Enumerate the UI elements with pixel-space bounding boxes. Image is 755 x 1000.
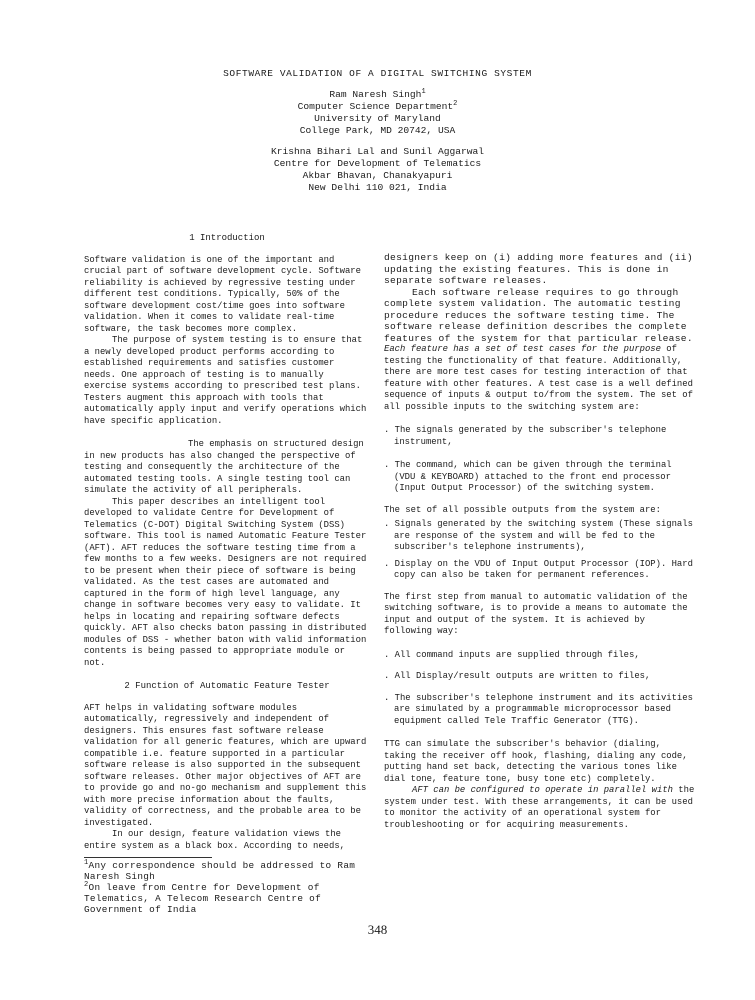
step-list-item: . All Display/result outputs are written to files,	[384, 671, 651, 681]
output-list-item: . Signals generated by the switching system (These signals are response of the system and will be fed to the subscriber's telephone instruments),	[384, 519, 693, 552]
author-university: University of Maryland	[314, 113, 441, 124]
paragraph: AFT helps in validating software modules automatically, regressively and independent of designers. This ensures fast software release validation for all generic features, which are upward compatible i.e. feature supported in a particular software release is also supported in the subsequent software releases. Other major objectives of AFT are to provide go and no-go mechanism and supplement this with more precise information about the faults, validity of correctness, and the probable area to be investigated.	[84, 702, 367, 828]
right-column	[384, 252, 696, 831]
page-number: 348	[367, 922, 388, 937]
paper-title: SOFTWARE VALIDATION OF A DIGITAL SWITCHING SYSTEM	[223, 68, 532, 79]
author-address-line-2: New Delhi 110 021, India	[308, 182, 447, 193]
step-list-item: . All command inputs are supplied through files,	[384, 649, 640, 660]
paragraph: Each software release requires to go through complete system validation. The automatic testing procedure reduces the software testing time. The software release definition describes the complete features of the system for that particular release.	[384, 286, 693, 344]
paragraph: The purpose of system testing is to ensure that a newly developed product performs according to established requirements and satisfies customer needs. One approach of testing is to manually exercise systems according to prescribed test plans. Testers augment this approach with tools that automatically apply input and verify operations which have specific application.	[84, 335, 367, 426]
section-heading-introduction: 1 Introduction	[189, 233, 265, 243]
footnote-divider	[84, 857, 212, 858]
author-address-line-1: Akbar Bhavan, Chanakyapuri	[302, 170, 453, 181]
author-department: Computer Science Department	[297, 101, 454, 112]
step-list-item: . The subscriber's telephone instrument and its activities are simulated by a programmable microprocessor based equipment called Tele Traffic Generator (TTG).	[384, 692, 693, 726]
author-address: College Park, MD 20742, USA	[299, 125, 456, 136]
left-column	[84, 233, 370, 915]
footnote-2: $^2$On leave from Centre for Development of Telematics, A Telecom Research Centre of Government of India	[84, 881, 322, 915]
author-block-2	[0, 146, 755, 194]
author-name: Ram Naresh Singh	[329, 89, 422, 100]
paragraph: The emphasis on structured design in new products has also changed the perspective of testing and consequently the architecture of the automated testing tools. A single testing tool can simulate the activity of all peripherals.	[84, 439, 364, 495]
paragraph: designers keep on (i) adding more features and (ii) updating the existing features. This is done in separate software releases.	[384, 252, 693, 286]
input-list-item: . The command, which can be given through the terminal (VDU & KEYBOARD) attached to the front end processor (Input Output Processor) of the switching system.	[384, 460, 672, 493]
paragraph: TTG can simulate the subscriber's behavior (dialing, taking the receiver off hook, flashing, dialing any code, putting hand set back, detecting the various tones like dial tone, feature tone, busy tone etc) completely.	[384, 739, 688, 784]
footnote-mark: 2	[453, 100, 458, 108]
paragraph: In our design, feature validation views the entire system as a black box. According to needs,	[84, 829, 345, 851]
output-list-item: . Display on the VDU of Input Output Processor (IOP). Hard copy can also be taken for permanent references.	[384, 558, 693, 580]
author-names: Krishna Bihari Lal and Sunil Aggarwal	[270, 146, 485, 157]
paragraph: The set of all possible outputs from the system are:	[384, 504, 661, 515]
paragraph: Each feature has a set of test cases for the purpose of testing the functionality of that feature. Additionally, there are more test cases for testing interaction of that feature with other features. A test case is a well defined sequence of inputs & output to/from the system. The set of all possible inputs to the switching system are:	[384, 344, 693, 412]
author-organization: Centre for Development of Telematics	[273, 158, 482, 169]
input-list-item: . The signals generated by the subscriber's telephone instrument,	[384, 425, 667, 447]
paragraph: This paper describes an intelligent tool developed to validate Centre for Development of Telematics (C-DOT) Digital Switching System (DSS) software. This tool is named Automatic Feature Tester (AFT). AFT reduces the software testing time from a few months to a few weeks. Designers are not required to be present when their piece of software is being validated. As the test cases are automated and captured in the form of high level language, any change in software becomes very easy to validate. It helps in locating and repairing software defects quickly. AFT also checks baton passing in distributed modules of DSS - whether baton with valid information contents is being passed to appropriate module or not.	[84, 496, 367, 668]
footnote-mark: 1	[421, 88, 426, 96]
footnote-1: $^1$Any correspondence should be addressed to Ram Naresh Singh	[84, 859, 356, 882]
paragraph: Software validation is one of the important and crucial part of software development cycle. Software reliability is achieved by regressive testing under different test conditions. Typically, 50% of the software development cost/time goes into software validation. When it comes to validate real-time software, the task becomes more complex.	[84, 254, 361, 334]
section-heading-function: 2 Function of Automatic Feature Tester	[124, 681, 330, 691]
paragraph: AFT can be configured to operate in parallel with the system under test. With these arrangements, it can be used to monitor the activity of an operational system for troubleshooting or for acquiring measurements.	[384, 785, 695, 830]
author-block-1	[0, 89, 755, 137]
paragraph: The first step from manual to automatic validation of the switching software, is to provide a means to automate the input and output of the system. It is achieved by following way:	[384, 591, 688, 636]
